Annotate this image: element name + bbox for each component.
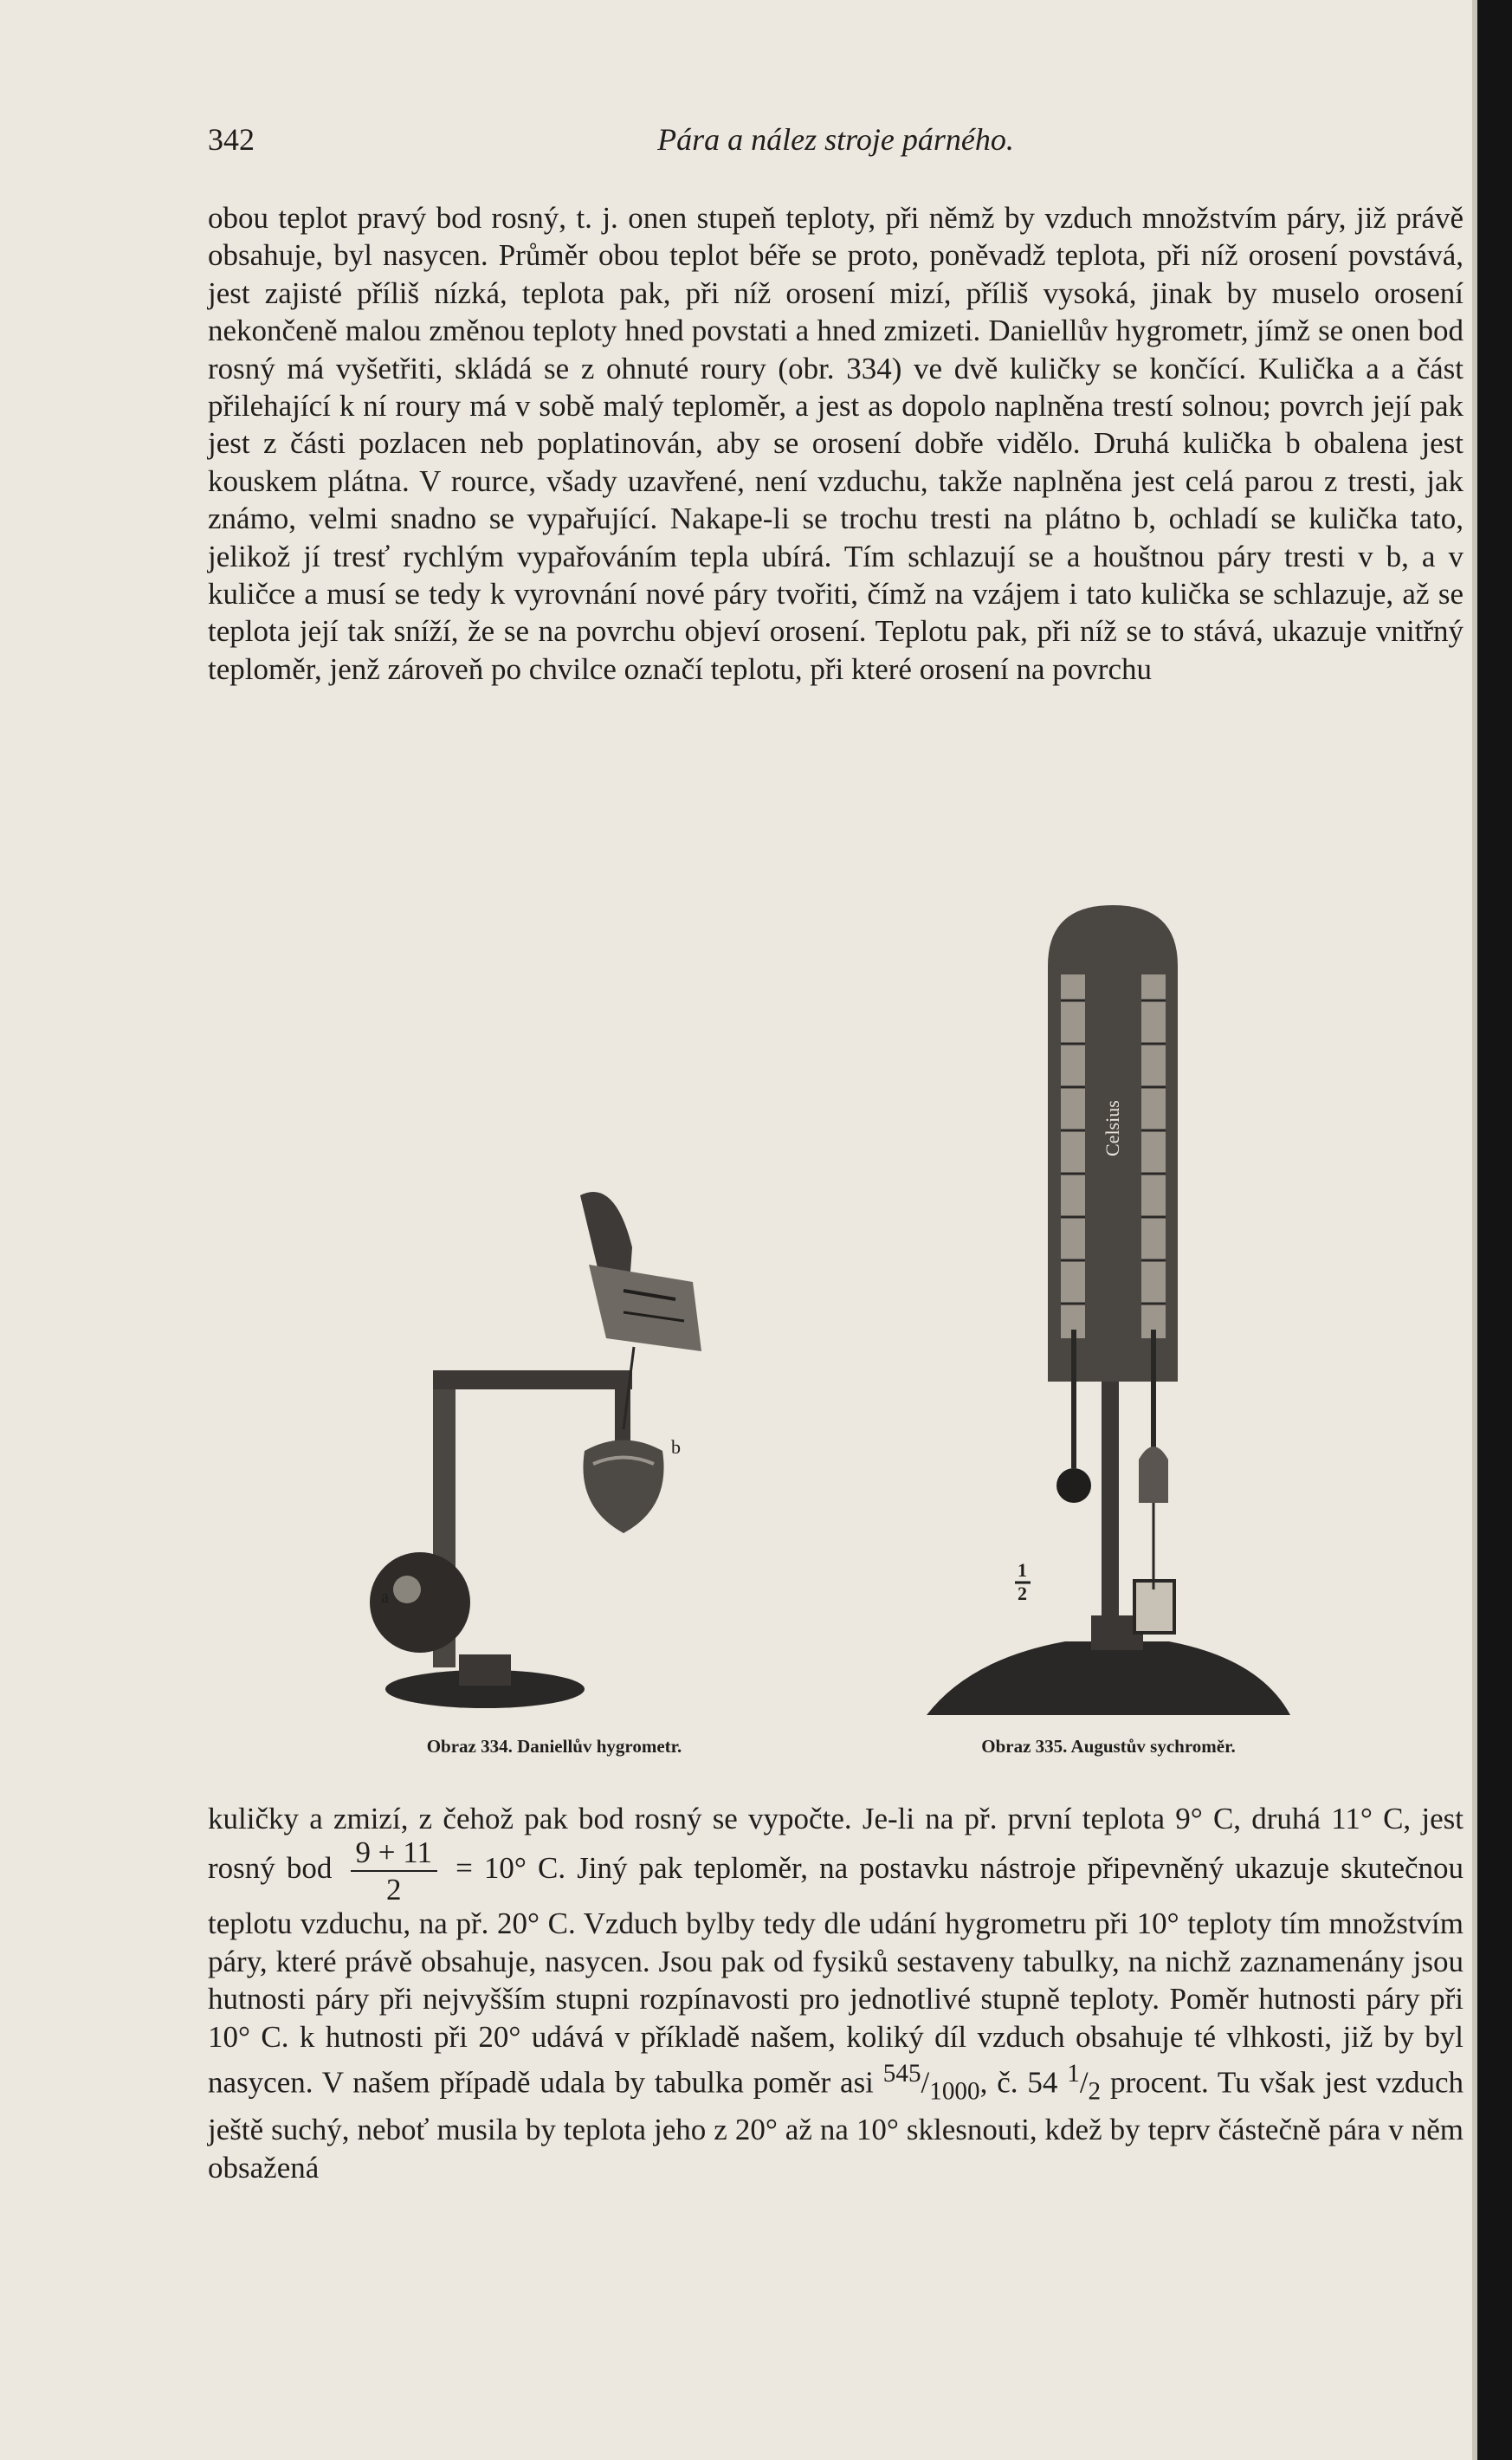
figure-august-psychrometer xyxy=(918,897,1299,1724)
half-denominator: 2 xyxy=(1088,2077,1102,2106)
half-numerator: 1 xyxy=(1067,2060,1080,2088)
paragraph-top-text: obou teplot pravý bod rosný, t. j. onen stupeň teploty, při němž by vzduch množstvím páry, již právě obsahuje, byl nasycen. Průměr obou teplot béře se proto, poněvadž teplota, při níž orosení povstává, jest zajisté příliš nízká, teplota pak, při níž orosení mizí, příliš vysoká, jinak by muselo orosení nekončeně malou změnou teploty hned povstati a hned zmizeti. Daniellův hygrometr, jímž se onen bod rosný má vyšetřiti, skládá se z ohnuté roury (obr. 334) ve dvě kuličky se končící. Kulička a a část přilehající k ní roury má v sobě malý teploměr, a jest as dopolo naplněna trestí solnou; povrch její pak jest z části pozlacen neb poplatinován, aby se orosení dobře vidělo. Druhá kulička b obalena jest kouskem plátna. V rource, všady uzavřené, není vzduchu, takže naplněna jest celá parou z tresti, jak známo, velmi snadno se vypařující. Nakape-li se trochu tresti na plátno b, ochladí se kulička tato, jelikož jí tresť rychlým vypařováním tepla ubírá. Tím schlazují se a houštnou páry tresti v b, a v kuličce a musí se tedy k vyrovnání nové páry tvořiti, čímž na vzájem i tato kulička se schlazuje, až se teplota její tak sníží, že se na povrchu objeví orosení. Teplotu pak, při níž se to stává, ukazuje vnitřný teploměr, jenž zároveň po chvilce označí teplotu, při které orosení na povrchu xyxy=(208,201,1464,686)
fraction-numerator: 9 + 11 xyxy=(351,1837,437,1872)
ratio-denominator: 1000 xyxy=(929,2077,980,2106)
fraction-denominator: 2 xyxy=(385,1873,402,1907)
scan-border xyxy=(1477,0,1512,2460)
figure-334-label-a: a xyxy=(381,1588,389,1607)
running-title: Pára a nález stroje párného. xyxy=(657,122,1014,157)
bottom-text-rest-1: postavku nástroje připevněný ukazuje skutečnou teplotu vzduchu, na př. 20° C. Vzduch bylby tedy dle udání hygrometru při 10° teploty tím množstvím páry, které právě obsahuje, nasycen. Jsou pak od fysiků sestaveny tabulky, na nichž zaznamenány jsou hutnosti páry při nejvyšším stupni rozpínavosti pro jednotlivé stupně teploty. Poměr hutnosti páry při 10° C. k hutnosti při 20° udává v příkladě našem, koliký díl vzduch obsahuje té vlhkosti, již by byl nasycen. V našem případě udala by tabulka poměr asi xyxy=(208,1851,1464,2100)
svg-text:2: 2 xyxy=(1018,1583,1027,1604)
figure-334-label-b: b xyxy=(671,1436,681,1458)
bottom-text-rest-2: , č. 54 xyxy=(979,2065,1058,2100)
paragraph-top xyxy=(208,199,1464,688)
svg-text:1: 1 xyxy=(1018,1559,1027,1581)
figure-daniell-hygrometer xyxy=(329,1152,779,1724)
bottom-line-1: kuličky a zmizí, z čehož pak bod rosný se vypočte. Je-li na př. první teplota xyxy=(208,1802,1166,1835)
bottom-text-rest-3: procent. Tu však jest vzduch ještě suchý, neboť musila by teplota jeho z 20° až na 10° sklesnouti, kdež by teprv částečně pára v něm obsažená xyxy=(208,2065,1464,2185)
paragraph-bottom xyxy=(208,1800,1464,2186)
bottom-line-2-post: = 10° C. Jiný pak teploměr, na xyxy=(456,1851,849,1886)
figure-334-caption: Obraz 334. Daniellův hygrometr. xyxy=(426,1736,682,1757)
page-number: 342 xyxy=(208,122,255,157)
bottom-line-2-pre: 9° C, druhá 11° C, jest rosný bod xyxy=(208,1802,1464,1886)
paragraph-bottom-text: kuličky a zmizí, z čehož pak bod rosný se vypočte. Je-li na př. první teplota 9° C, druhá 11° C, jest rosný bod $\frac{9 + 11}{2}$ = 10° C. Jiný pak teploměr, na postavku nástroje připevněný ukazuje skutečnou teplotu vzduchu, na př. 20° C. Vzduch bylby tedy dle udání hygrometru při 10° teploty tím množstvím páry, které právě obsahuje, nasycen. Jsou pak od fysiků sestaveny tabulky, na nichž zaznamenány jsou hutnosti páry při nejvyšším stupni rozpínavosti pro jednotlivé stupně teploty. Poměr hutnosti páry při 10° C. k hutnosti při 20° udává v příkladě našem, koliký díl vzduch obsahuje té vlhkosti, již by byl nasycen. V našem případě udala by tabulka poměr asi $^{545}/_{1000}$, č. 54 $^1/_2$ procent. Tu však jest vzduch ještě suchý, neboť musila by teplota jeho z 20° až na 10° sklesnouti, kdež by teprv částečně pára v něm obsažená xyxy=(208,1802,1464,2185)
celsius-label: Celsius xyxy=(1102,1100,1123,1156)
page-header xyxy=(208,121,1464,159)
ratio-numerator: 545 xyxy=(882,2060,921,2088)
dew-point-fraction xyxy=(351,1837,437,1905)
figure-335-caption: Obraz 335. Augustův sychroměr. xyxy=(981,1736,1236,1757)
